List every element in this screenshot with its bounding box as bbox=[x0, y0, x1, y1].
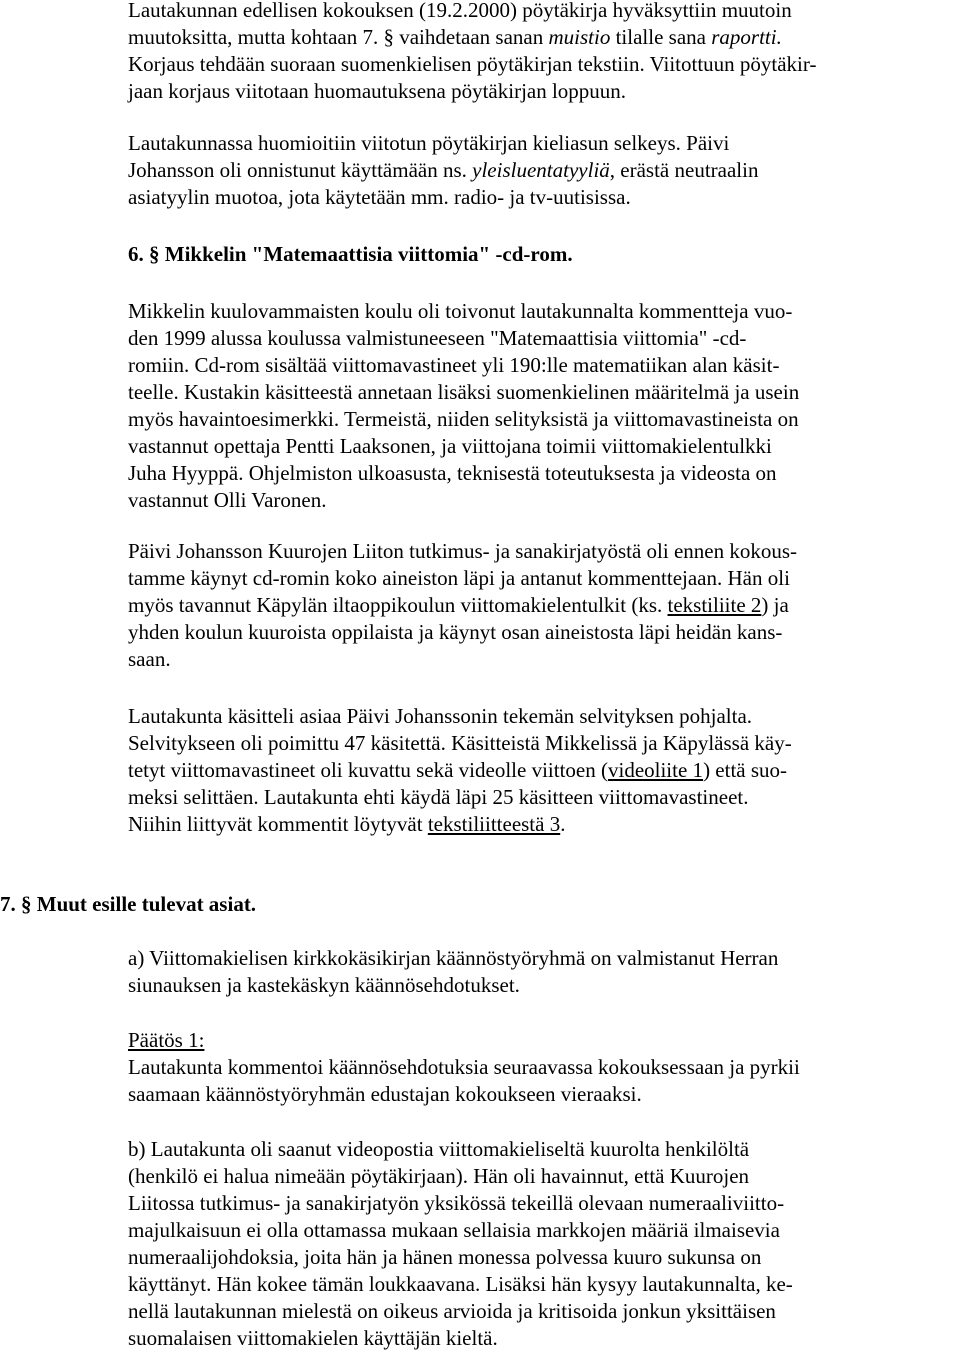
text-line: Lautakunnan edellisen kokouksen (19.2.2000) pöytäkirja hyväksyttiin muutoin bbox=[128, 0, 792, 22]
italic-term: raportti. bbox=[711, 25, 782, 49]
text-line bbox=[128, 24, 928, 51]
text-line: Korjaus tehdään suoraan suomenkielisen pöytäkirjan tekstiin. Viitottuun pöytäkir- bbox=[128, 52, 817, 76]
text-line: b) Lautakunta oli saanut videopostia viittomakieliseltä kuurolta henkilöltä bbox=[128, 1137, 750, 1161]
text-span: myös tavannut Käpylän iltaoppikoulun viittomakielentulkit (ks. bbox=[128, 593, 668, 617]
text-line: teelle. Kustakin käsitteestä annetaan lisäksi suomenkielinen määritelmä ja usein bbox=[128, 380, 800, 404]
paragraph-johansson-review bbox=[128, 538, 928, 673]
text-span: ) että suo- bbox=[703, 758, 788, 782]
text-line: numeraalijohdoksia, joita hän ja hänen monessa polvessa kuuro sukunsa on bbox=[128, 1245, 762, 1269]
text-line: Lautakunnassa huomioitiin viitotun pöytäkirjan kieliasun selkeys. Päivi bbox=[128, 131, 730, 155]
decision-label: Päätös 1: bbox=[128, 1028, 205, 1052]
text-line: asiatyylin muotoa, jota käytetään mm. radio- ja tv-uutisissa. bbox=[128, 185, 631, 209]
link-tekstiliite-3[interactable]: tekstiliitteestä 3 bbox=[427, 812, 561, 836]
text-line: saamaan käännöstyöryhmän edustajan kokoukseen vieraaksi. bbox=[128, 1082, 642, 1106]
text-line: nellä lautakunnan mielestä on oikeus arvioida ja kritisoida jonkun yksittäisen bbox=[128, 1299, 776, 1323]
paragraph-committee-review bbox=[128, 703, 928, 838]
text-line: Päivi Johansson Kuurojen Liiton tutkimus- ja sanakirjatyöstä oli ennen kokous- bbox=[128, 539, 797, 563]
text-line: Lautakunta käsitteli asiaa Päivi Johanssonin tekemän selvityksen pohjalta. bbox=[128, 704, 753, 728]
text-line bbox=[128, 157, 928, 184]
text-line: (henkilö ei halua nimeään pöytäkirjaan). Hän oli havainnut, että Kuurojen bbox=[128, 1164, 750, 1188]
italic-term: yleisluentatyyliä bbox=[472, 158, 610, 182]
link-videoliite-1[interactable]: videoliite 1 bbox=[607, 758, 704, 782]
text-line: suomalaisen viittomakielen käyttäjän kieltä. bbox=[128, 1326, 498, 1350]
text-span: . bbox=[560, 812, 566, 836]
text-line bbox=[128, 592, 928, 619]
text-line: Mikkelin kuulovammaisten koulu oli toivonut lautakunnalta kommentteja vuo- bbox=[128, 299, 793, 323]
text-span: tilalle sana bbox=[610, 25, 712, 49]
text-line: Lautakunta kommentoi käännösehdotuksia seuraavassa kokouksessaan ja pyrkii bbox=[128, 1055, 800, 1079]
text-line: myös havaintoesimerkki. Termeistä, niiden selityksistä ja viittomavastineista on bbox=[128, 407, 799, 431]
text-line: Juha Hyyppä. Ohjelmiston ulkoasusta, teknisestä toteutuksesta ja videosta on bbox=[128, 461, 777, 485]
text-line: a) Viittomakielisen kirkkokäsikirjan käännöstyöryhmä on valmistanut Herran bbox=[128, 946, 779, 970]
text-line: käyttänyt. Hän kokee tämän loukkaavana. Lisäksi hän kysyy lautakunnalta, ke- bbox=[128, 1272, 793, 1296]
text-line: meksi selittäen. Lautakunta ehti käydä läpi 25 käsitteen viittomavastineet. bbox=[128, 785, 749, 809]
text-line: den 1999 alussa koulussa valmistuneeseen "Matemaattisia viittomia" -cd- bbox=[128, 326, 747, 350]
paragraph-decision-1 bbox=[128, 1027, 928, 1108]
text-line: yhden koulun kuuroista oppilaista ja käynyt osan aineistosta läpi heidän kans- bbox=[128, 620, 783, 644]
section-6-heading: 6. § Mikkelin "Matemaattisia viittomia" -cd-rom. bbox=[128, 242, 573, 266]
text-line: vastannut Olli Varonen. bbox=[128, 488, 327, 512]
italic-term: muistio bbox=[548, 25, 611, 49]
text-line: romiin. Cd-rom sisältää viittomavastineet yli 190:lle matematiikan alan käsit- bbox=[128, 353, 780, 377]
section-7-heading: 7. § Muut esille tulevat asiat. bbox=[0, 892, 257, 916]
text-line bbox=[128, 757, 928, 784]
text-span: muutoksitta, mutta kohtaan 7. § vaihdetaan sanan bbox=[128, 25, 549, 49]
text-line: saan. bbox=[128, 647, 171, 671]
text-line: tamme käynyt cd-romin koko aineiston läpi ja antanut kommenttejaan. Hän oli bbox=[128, 566, 790, 590]
text-line bbox=[128, 1027, 928, 1054]
paragraph-item-a bbox=[128, 945, 928, 999]
paragraph-minutes-approval bbox=[128, 0, 928, 105]
text-span: tetyt viittomavastineet oli kuvattu sekä videolle viittoen ( bbox=[128, 758, 608, 782]
text-line: Liitossa tutkimus- ja sanakirjatyön yksikössä tekeillä olevaan numeraaliviitto- bbox=[128, 1191, 785, 1215]
paragraph-item-b bbox=[128, 1136, 928, 1352]
text-span: ) ja bbox=[761, 593, 789, 617]
text-span: Niihin liittyvät kommentit löytyvät bbox=[128, 812, 428, 836]
text-line: majulkaisuun ei olla ottamassa mukaan sellaisia markkojen määriä ilmaisevia bbox=[128, 1218, 780, 1242]
text-line: vastannut opettaja Pentti Laaksonen, ja viittojana toimii viittomakielentulkki bbox=[128, 434, 772, 458]
paragraph-cd-rom-description bbox=[128, 298, 928, 514]
text-line: Selvitykseen oli poimittu 47 käsitettä. Käsitteistä Mikkelissä ja Käpylässä käy- bbox=[128, 731, 792, 755]
text-line: jaan korjaus viitotaan huomautuksena pöytäkirjan loppuun. bbox=[128, 79, 627, 103]
text-line bbox=[128, 811, 928, 838]
text-line: siunauksen ja kastekäskyn käännösehdotukset. bbox=[128, 973, 520, 997]
text-span: Johansson oli onnistunut käyttämään ns. bbox=[128, 158, 473, 182]
link-tekstiliite-2[interactable]: tekstiliite 2 bbox=[667, 593, 762, 617]
text-span: , erästä neutraalin bbox=[609, 158, 759, 182]
paragraph-language-clarity bbox=[128, 130, 928, 211]
